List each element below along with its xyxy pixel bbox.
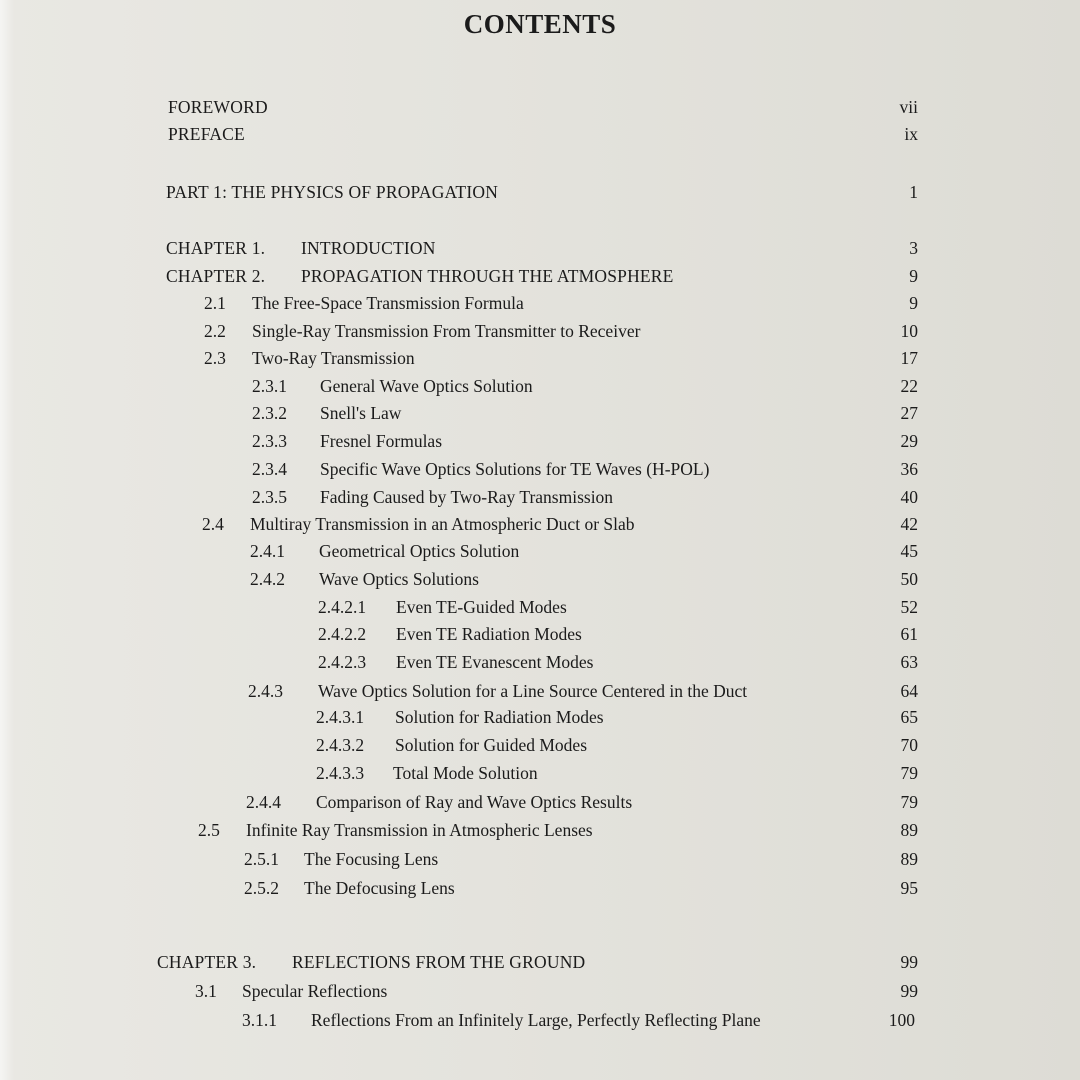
entry-number: CHAPTER 3. bbox=[157, 952, 257, 972]
entry-title: Solution for Radiation Modes bbox=[395, 707, 604, 727]
entry-title: Total Mode Solution bbox=[393, 763, 538, 783]
entry-number: 2.4.3.2 bbox=[316, 735, 365, 755]
entry-page: 45 bbox=[900, 541, 918, 561]
toc-entry-2-4 bbox=[0, 512, 1080, 536]
entry-page: 89 bbox=[900, 849, 918, 869]
entry-number: 2.3 bbox=[204, 348, 226, 368]
toc-entry-2-4-3-1 bbox=[0, 705, 1080, 729]
entry-number: 2.3.4 bbox=[252, 459, 287, 479]
toc-entry-3-1 bbox=[0, 979, 1080, 1003]
toc-entry-preface bbox=[0, 122, 1080, 146]
entry-number: 2.4.1 bbox=[250, 541, 285, 561]
entry-page: 63 bbox=[900, 652, 918, 672]
toc-entry-foreword bbox=[0, 95, 1080, 119]
entry-page: 64 bbox=[900, 681, 918, 701]
entry-number: 2.3.1 bbox=[252, 376, 287, 396]
page-title: CONTENTS bbox=[463, 9, 617, 39]
entry-title: PART 1: THE PHYSICS OF PROPAGATION bbox=[166, 182, 499, 202]
entry-number: 2.4.3.3 bbox=[316, 763, 365, 783]
entry-page: 99 bbox=[900, 952, 918, 972]
toc-entry-2-3-3 bbox=[0, 429, 1080, 453]
entry-number: 2.3.2 bbox=[252, 403, 287, 423]
toc-entry-2-3-4 bbox=[0, 457, 1080, 481]
entry-title: Single-Ray Transmission From Transmitter to Receiver bbox=[252, 321, 641, 341]
entry-page: 70 bbox=[900, 735, 918, 755]
toc-entry-part-1 bbox=[0, 180, 1080, 204]
entry-title: Reflections From an Infinitely Large, Perfectly Reflecting Plane bbox=[311, 1010, 761, 1030]
entry-title: General Wave Optics Solution bbox=[320, 376, 533, 396]
entry-number: 2.5 bbox=[198, 820, 220, 840]
entry-number: 2.3.5 bbox=[252, 487, 287, 507]
entry-title: Even TE-Guided Modes bbox=[396, 597, 567, 617]
entry-page: 3 bbox=[909, 238, 918, 258]
entry-page: 61 bbox=[900, 624, 918, 644]
entry-title: PREFACE bbox=[168, 124, 245, 144]
toc-entry-2-4-3-3 bbox=[0, 761, 1080, 785]
toc-entry-2-4-2-3 bbox=[0, 650, 1080, 674]
toc-entry-chapter-3 bbox=[0, 950, 1080, 974]
entry-page: 9 bbox=[909, 293, 918, 313]
entry-title: REFLECTIONS FROM THE GROUND bbox=[292, 952, 586, 972]
entry-number: 2.4.3.1 bbox=[316, 707, 365, 727]
entry-page: 99 bbox=[900, 981, 918, 1001]
entry-page: 22 bbox=[900, 376, 918, 396]
toc-entry-2-4-4 bbox=[0, 790, 1080, 814]
toc-entry-2-4-2 bbox=[0, 567, 1080, 591]
toc-entry-2-4-2-1 bbox=[0, 595, 1080, 619]
entry-title: Multiray Transmission in an Atmospheric Duct or Slab bbox=[250, 514, 635, 534]
entry-title: Solution for Guided Modes bbox=[395, 735, 588, 755]
entry-number: 2.4.3 bbox=[248, 681, 283, 701]
entry-page: ix bbox=[904, 124, 918, 144]
entry-title: Infinite Ray Transmission in Atmospheric Lenses bbox=[246, 820, 593, 840]
toc-entry-2-4-3-2 bbox=[0, 733, 1080, 757]
entry-number: 2.5.1 bbox=[244, 849, 279, 869]
entry-number: 2.3.3 bbox=[252, 431, 287, 451]
entry-page: 100 bbox=[888, 1010, 915, 1030]
entry-title: Even TE Evanescent Modes bbox=[396, 652, 594, 672]
entry-title: FOREWORD bbox=[168, 97, 268, 117]
entry-number: 3.1 bbox=[195, 981, 217, 1001]
toc-entry-2-4-2-2 bbox=[0, 622, 1080, 646]
entry-title: INTRODUCTION bbox=[301, 238, 436, 258]
entry-title: Specular Reflections bbox=[242, 981, 388, 1001]
entry-title: Wave Optics Solutions bbox=[319, 569, 479, 589]
entry-page: 27 bbox=[900, 403, 918, 423]
entry-title: The Focusing Lens bbox=[304, 849, 439, 869]
entry-number: 2.4.2.2 bbox=[318, 624, 367, 644]
entry-title: Geometrical Optics Solution bbox=[319, 541, 520, 561]
toc-entry-2-5-2 bbox=[0, 876, 1080, 900]
entry-page: 29 bbox=[900, 431, 918, 451]
entry-page: 36 bbox=[900, 459, 918, 479]
entry-title: PROPAGATION THROUGH THE ATMOSPHERE bbox=[301, 266, 674, 286]
entry-title: Fading Caused by Two-Ray Transmission bbox=[320, 487, 614, 507]
entry-title: Wave Optics Solution for a Line Source Centered in the Duct bbox=[318, 681, 748, 701]
entry-number: 3.1.1 bbox=[242, 1010, 277, 1030]
toc-entry-chapter-1 bbox=[0, 236, 1080, 260]
toc-entry-2-5 bbox=[0, 818, 1080, 842]
entry-title: Even TE Radiation Modes bbox=[396, 624, 582, 644]
toc-entry-2-1 bbox=[0, 291, 1080, 315]
entry-number: 2.4.2 bbox=[250, 569, 285, 589]
entry-number: CHAPTER 1. bbox=[166, 238, 266, 258]
entry-title: The Defocusing Lens bbox=[304, 878, 455, 898]
toc-entry-2-5-1 bbox=[0, 847, 1080, 871]
entry-number: 2.1 bbox=[204, 293, 226, 313]
entry-page: 9 bbox=[909, 266, 918, 286]
entry-page: vii bbox=[899, 97, 918, 117]
entry-title: Snell's Law bbox=[320, 403, 402, 423]
entry-page: 95 bbox=[900, 878, 918, 898]
entry-title: Comparison of Ray and Wave Optics Results bbox=[316, 792, 633, 812]
entry-title: The Free-Space Transmission Formula bbox=[252, 293, 524, 313]
entry-number: 2.4.2.1 bbox=[318, 597, 367, 617]
entry-title: Two-Ray Transmission bbox=[252, 348, 415, 368]
toc-entry-2-3 bbox=[0, 346, 1080, 370]
entry-page: 89 bbox=[900, 820, 918, 840]
toc-entry-2-3-2 bbox=[0, 401, 1080, 425]
toc-entry-3-1-1 bbox=[0, 1008, 1080, 1032]
entry-page: 40 bbox=[900, 487, 918, 507]
entry-title: Fresnel Formulas bbox=[320, 431, 443, 451]
toc-entry-chapter-2 bbox=[0, 264, 1080, 288]
toc-entry-2-3-1 bbox=[0, 374, 1080, 398]
entry-number: 2.4.2.3 bbox=[318, 652, 367, 672]
entry-page: 1 bbox=[909, 182, 918, 202]
entry-page: 79 bbox=[900, 792, 918, 812]
entry-number: 2.2 bbox=[204, 321, 226, 341]
entry-page: 10 bbox=[900, 321, 918, 341]
entry-title: Specific Wave Optics Solutions for TE Waves (H-POL) bbox=[320, 459, 710, 479]
toc-entry-2-4-1 bbox=[0, 539, 1080, 563]
entry-number: 2.5.2 bbox=[244, 878, 279, 898]
toc-entry-2-2 bbox=[0, 319, 1080, 343]
entry-number: 2.4.4 bbox=[246, 792, 281, 812]
entry-number: 2.4 bbox=[202, 514, 224, 534]
entry-page: 52 bbox=[900, 597, 918, 617]
entry-page: 65 bbox=[900, 707, 918, 727]
entry-number: CHAPTER 2. bbox=[166, 266, 266, 286]
entry-page: 50 bbox=[900, 569, 918, 589]
entry-page: 17 bbox=[900, 348, 918, 368]
toc-entry-2-4-3 bbox=[0, 679, 1080, 703]
entry-page: 79 bbox=[900, 763, 918, 783]
toc-entry-2-3-5 bbox=[0, 485, 1080, 509]
entry-page: 42 bbox=[900, 514, 918, 534]
